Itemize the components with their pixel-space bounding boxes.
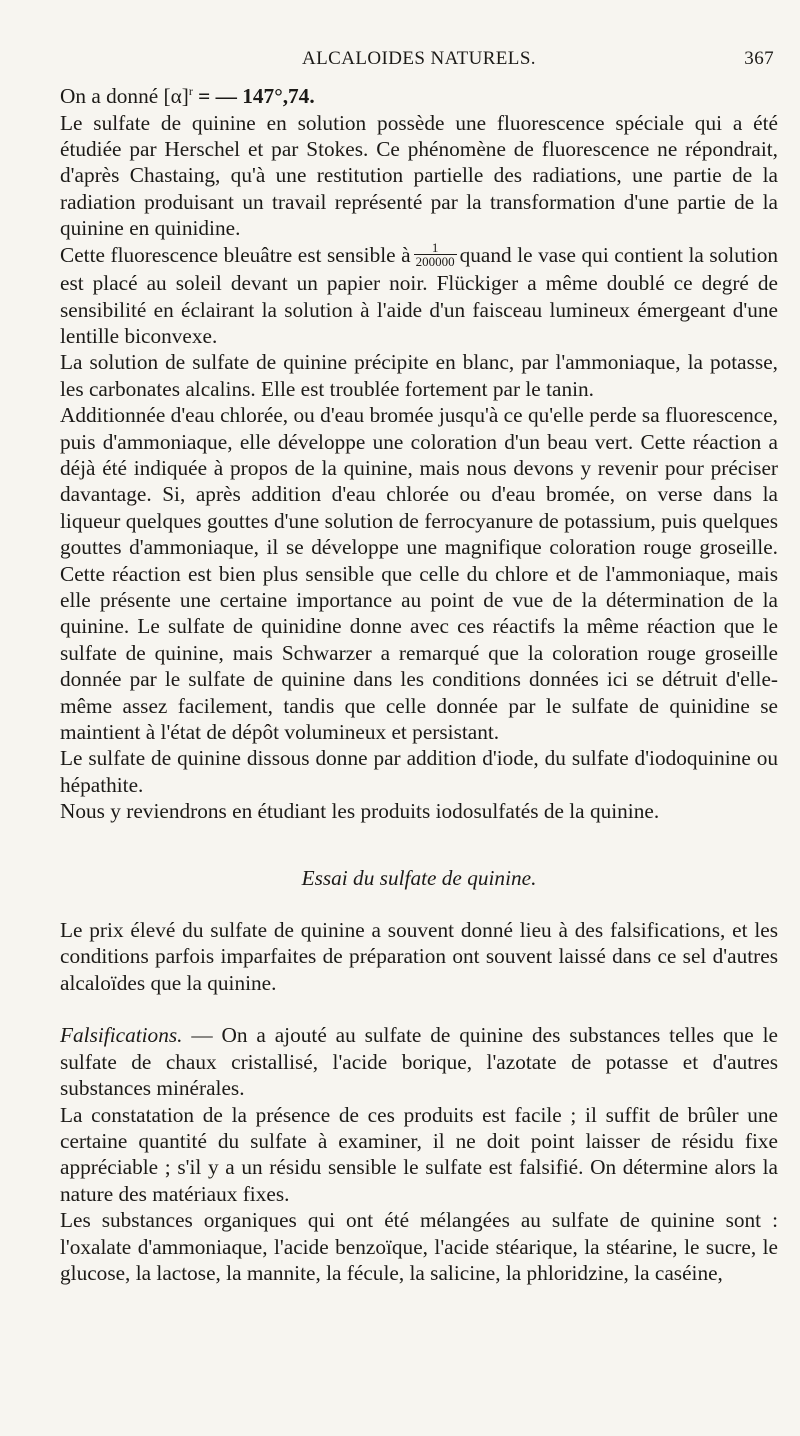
rotation-value: = — 147°,74.: [192, 84, 315, 109]
running-header: [60, 40, 778, 70]
paragraph-residue: La constatation de la présence de ces produits est facile ; il suffit de brûler une certaine quantité du sulfate à examiner, il ne doit point laisser de résidu fixe appréciable ; s'il y a un résidu sensible le sulfate est falsifié. On détermine alors la nature des matériaux fixes.: [60, 1102, 778, 1206]
paragraph-iodine: Le sulfate de quinine dissous donne par addition d'iode, du sulfate d'iodoquinine ou hépathite.: [60, 746, 778, 797]
body-text: [60, 78, 778, 1286]
sensitivity-before: Cette fluorescence bleuâtre est sensible à: [60, 242, 411, 267]
paragraph-price: Le prix élevé du sulfate de quinine a souvent donné lieu à des falsifications, et les conditions parfois imparfaites de préparation ont souvent laissé dans ce sel d'autres alcaloïdes que la quinine.: [60, 918, 778, 995]
paragraph-precipitation: La solution de sulfate de quinine précipite en blanc, par l'ammoniaque, la potasse, les carbonates alcalins. Elle est troublée fortement par le tanin.: [60, 350, 778, 401]
paragraph-falsifications: [60, 1022, 778, 1101]
falsifications-text: — On a ajouté au sulfate de quinine des substances telles que le sulfate de chaux cristallisé, l'acide borique, l'azotate de potasse et d'autres substances minérales.: [60, 1023, 778, 1101]
sensitivity-after: quand le vase qui contient la solution est placé au soleil devant un papier noir. Flückiger a même doublé ce degré de sensibilité en éclairant la solution à l'aide d'un faisceau lumineux émergeant d'une lentille biconvexe.: [60, 242, 778, 348]
paragraph-iodosulfates: Nous y reviendrons en étudiant les produits iodosulfatés de la quinine.: [60, 799, 660, 824]
rotation-superscript: r: [188, 84, 193, 98]
paragraph-gap: [60, 996, 778, 1022]
fraction-denominator: 200000: [415, 254, 455, 270]
falsifications-lead: Falsifications.: [60, 1023, 183, 1048]
paragraph-coloration: Additionnée d'eau chlorée, ou d'eau bromée jusqu'à ce qu'elle perde sa fluorescence, puis d'ammoniaque, elle développe une coloration d'un beau vert. Cette réaction a déjà été indiquée à propos de la quinine, mais nous devons y revenir pour préciser davantage. Si, après addition d'eau chlorée ou d'eau bromée, on verse dans la liqueur quelques gouttes d'une solution de ferrocyanure de potassium, puis quelques gouttes d'ammoniaque, il se développe une magnifique coloration rouge groseille. Cette réaction est bien plus sensible que celle du chlore et de l'ammoniaque, mais elle présente une certaine importance au point de vue de la détermination de la quinine. Le sulfate de quinidine donne avec ces réactifs la même réaction que le sulfate de quinine, mais Schwarzer a remarqué que la coloration rouge groseille donnée par le sulfate de quinine dans les conditions données ici se détruit d'elle-même assez facilement, tandis que celle donnée par le sulfate de quinidine se maintient à l'état de dépôt volumineux et persistant.: [60, 403, 778, 745]
paragraph-sensitivity: [60, 242, 778, 350]
rotation-prefix: On a donné [α]: [60, 84, 189, 109]
paragraph-fluorescence: Le sulfate de quinine en solution possède une fluorescence spéciale qui a été étudiée par Herschel et par Stokes. Ce phénomène de fluorescence ne répondrait, d'après Chastaing, qu'à une restitution partielle des radiations, une partie de la radiation produisant un travail représenté par la transformation d'une partie de la quinine en quinidine.: [60, 110, 778, 241]
paragraph-rotation: [60, 78, 778, 110]
running-title: ALCALOIDES NATURELS.: [302, 48, 536, 69]
fraction: [414, 241, 457, 268]
fraction-numerator: 1: [414, 241, 457, 255]
section-title: Essai du sulfate de quinine.: [301, 865, 537, 890]
page-number: 367: [744, 48, 774, 69]
paragraph-organic-substances: Les substances organiques qui ont été mélangées au sulfate de quinine sont : l'oxalate d'ammoniaque, l'acide benzoïque, l'acide stéarique, la stéarine, le sucre, le glucose, la lactose, la mannite, la fécule, la salicine, la phloridzine, la caséine,: [60, 1208, 778, 1285]
